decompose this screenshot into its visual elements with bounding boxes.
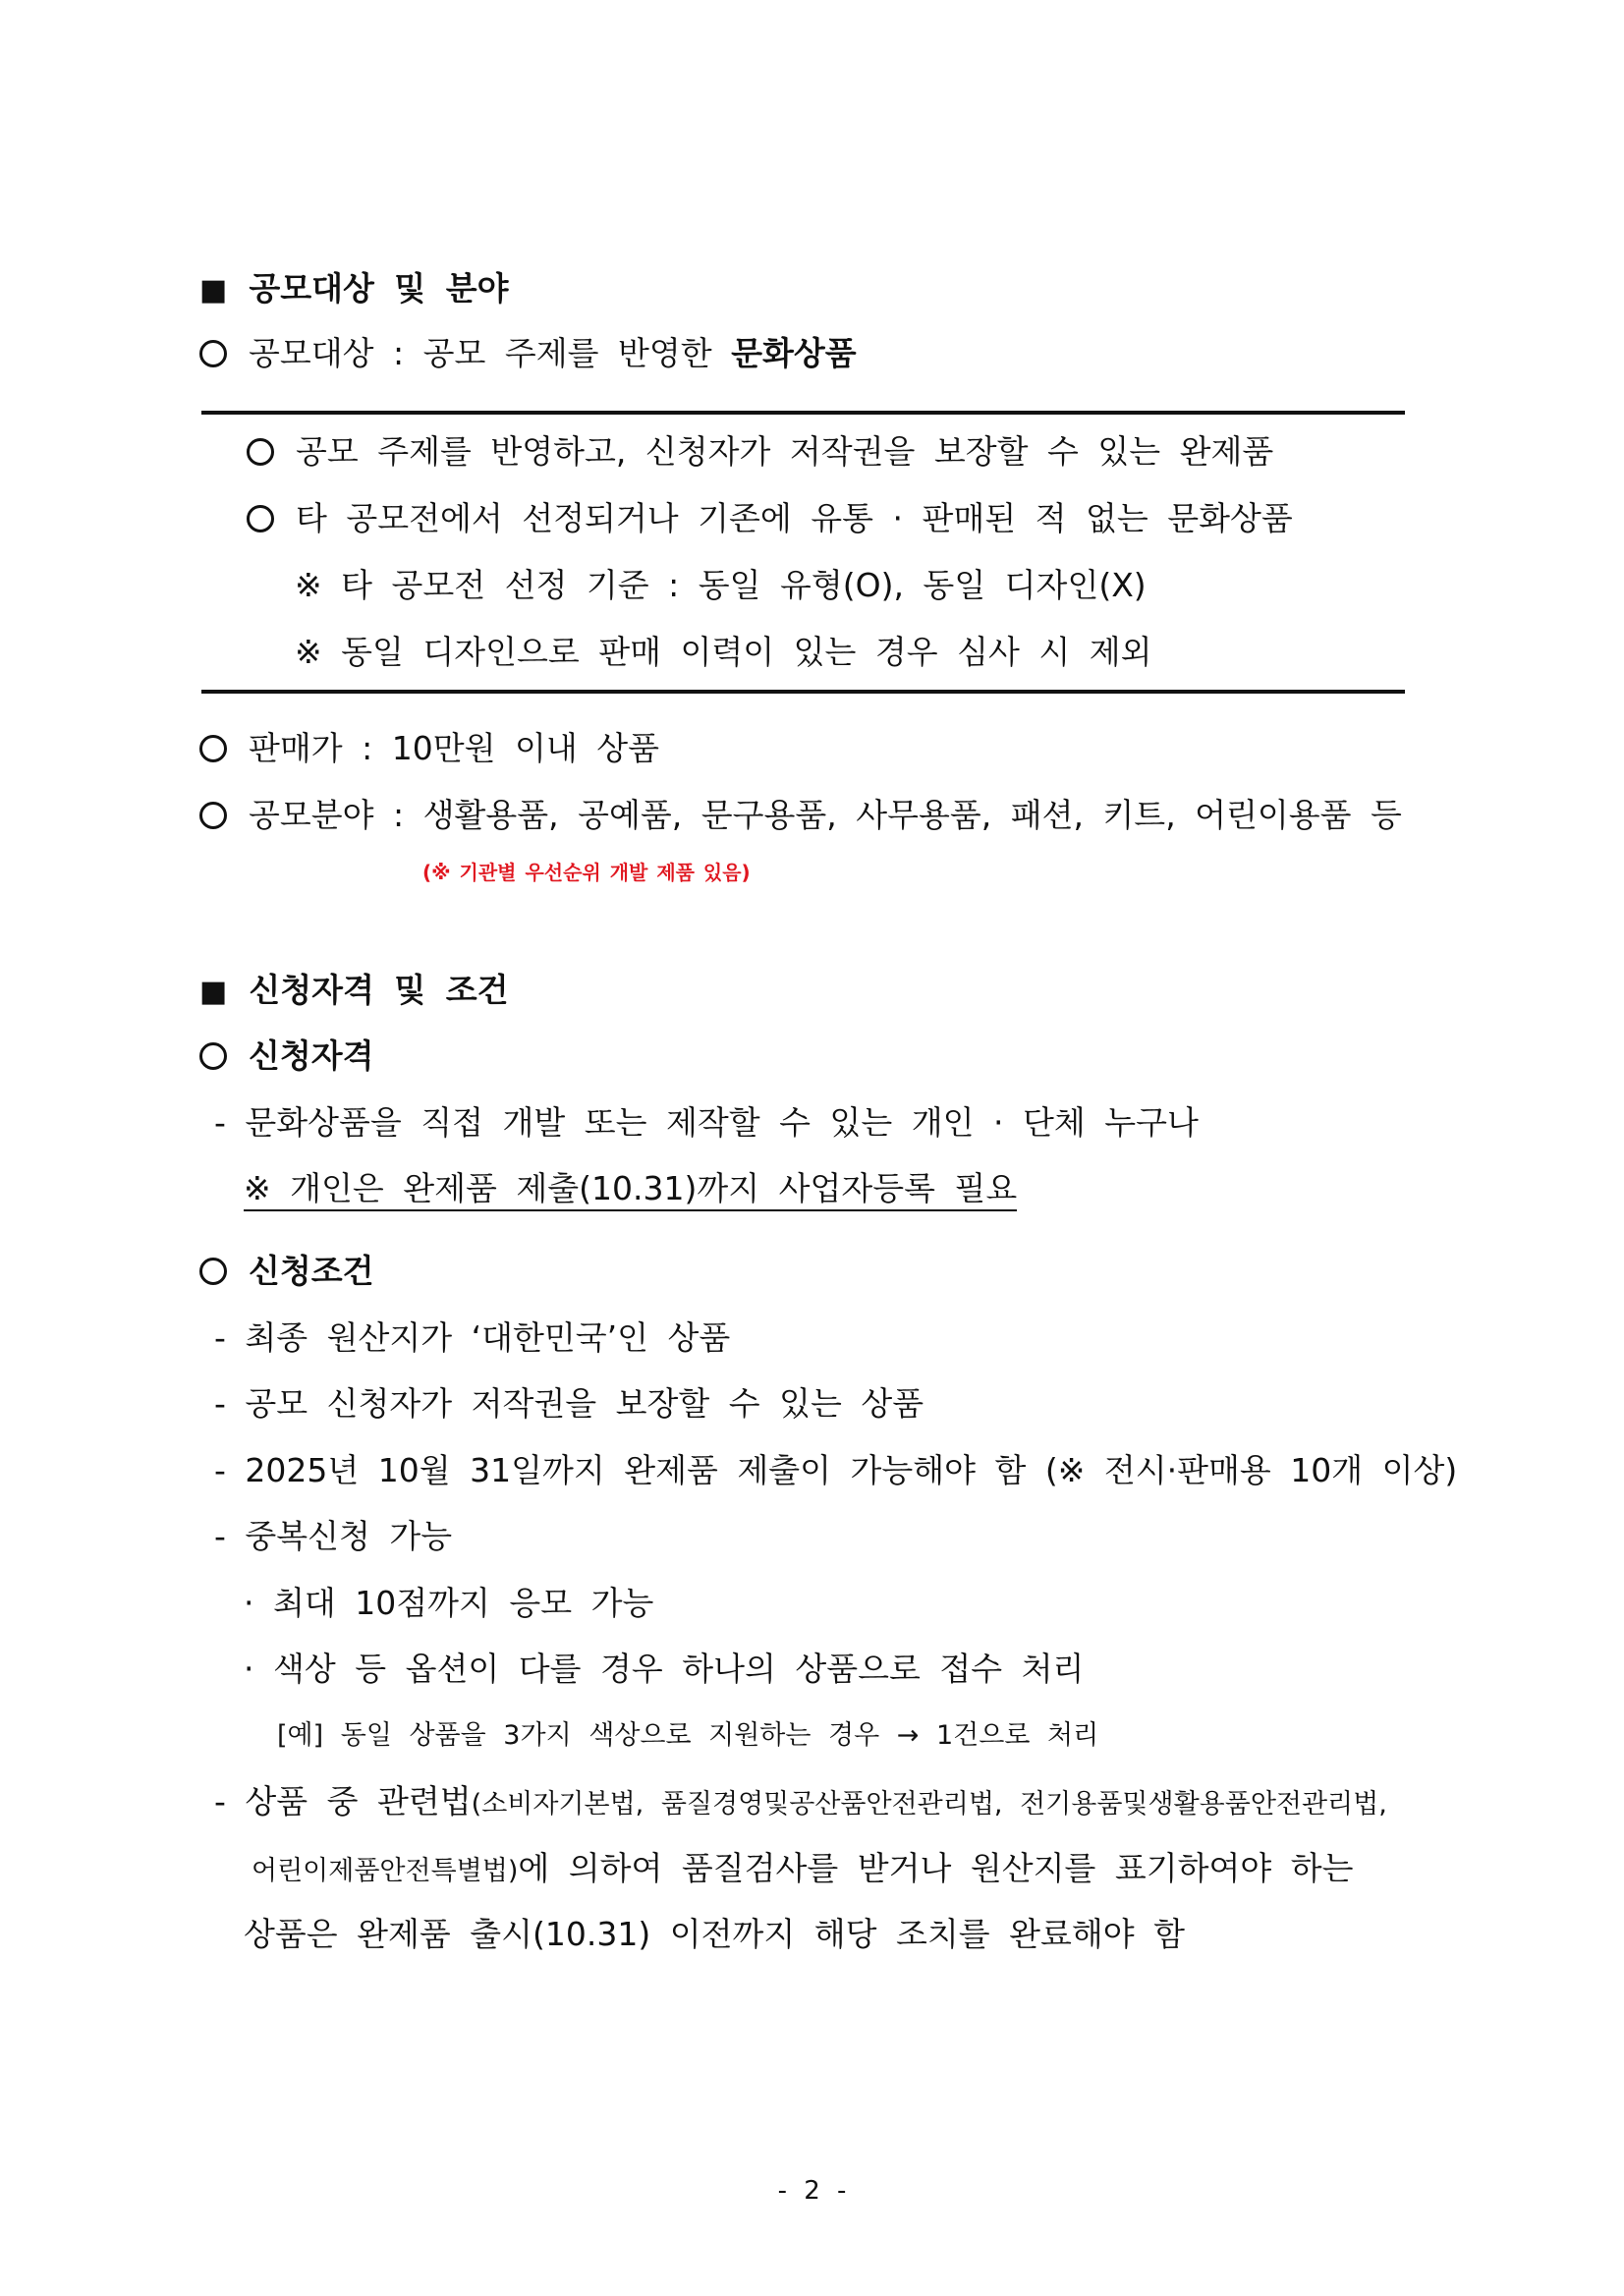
target-highlight: 문화상품	[731, 334, 857, 372]
qualification-item: - 문화상품을 직접 개발 또는 제작할 수 있는 개인 · 단체 누구나	[214, 1103, 1199, 1142]
conditions-heading: 신청조건	[199, 1250, 374, 1293]
condition-1: - 최종 원산지가 ‘대한민국’인 상품	[214, 1318, 731, 1357]
circle-bullet-icon	[199, 802, 227, 829]
condition-3: - 2025년 10월 31일까지 완제품 제출이 가능해야 함 (※ 전시·판매용 10개 이상)	[214, 1451, 1458, 1489]
section-heading-contest-target: ■ 공모대상 및 분야	[199, 269, 509, 308]
condition-4: - 중복신청 가능	[214, 1517, 453, 1555]
condition-5-line-3: 상품은 완제품 출시(10.31) 이전까지 해당 조치를 완료해야 함	[244, 1915, 1185, 1953]
box-bottom-rule	[201, 690, 1405, 694]
condition-5-line-1: - 상품 중 관련법(소비자기본법, 품질경영및공산품안전관리법, 전기용품및생활용품안전관리법,	[214, 1782, 1387, 1820]
condition-4-sub-2: · 색상 등 옵션이 다를 경우 하나의 상품으로 접수 처리	[244, 1650, 1085, 1688]
section-heading-eligibility: ■ 신청자격 및 조건	[199, 971, 509, 1009]
qualification-note: ※ 개인은 완제품 제출(10.31)까지 사업자등록 필요	[244, 1167, 1017, 1210]
fields-line: 공모분야 : 생활용품, 공예품, 문구용품, 사무용품, 패션, 키트, 어린이용품 등	[199, 794, 1402, 837]
fields-priority-note: (※ 기관별 우선순위 개발 제품 있음)	[422, 861, 751, 884]
condition-2: - 공모 신청자가 저작권을 보장할 수 있는 상품	[214, 1384, 924, 1423]
price-line: 판매가 : 10만원 이내 상품	[199, 727, 659, 770]
circle-bullet-icon	[199, 735, 227, 762]
box-note-2: ※ 동일 디자인으로 판매 이력이 있는 경우 심사 시 제외	[295, 633, 1152, 671]
page-number: - 2 -	[777, 2176, 847, 2206]
box-note-1: ※ 타 공모전 선정 기준 : 동일 유형(O), 동일 디자인(X)	[295, 566, 1147, 604]
box-top-rule	[201, 411, 1405, 415]
condition-4-sub-1: · 최대 10점까지 응모 가능	[244, 1584, 654, 1622]
box-item-1: 공모 주제를 반영하고, 신청자가 저작권을 보장할 수 있는 완제품	[247, 430, 1273, 474]
box-item-2: 타 공모전에서 선정되거나 기존에 유통 · 판매된 적 없는 문화상품	[247, 497, 1293, 540]
black-square-bullet-icon: ■	[199, 273, 228, 308]
qualification-heading: 신청자격	[199, 1035, 374, 1078]
condition-5-line-2: 어린이제품안전특별법)에 의하여 품질검사를 받거나 원산지를 표기하여야 하는	[252, 1849, 1354, 1887]
contest-target-line: 공모대상 : 공모 주제를 반영한 문화상품	[199, 332, 857, 375]
black-square-bullet-icon: ■	[199, 975, 228, 1009]
condition-4-example: [예] 동일 상품을 3가지 색상으로 지원하는 경우 → 1건으로 처리	[277, 1720, 1099, 1751]
circle-bullet-icon	[199, 1258, 227, 1285]
circle-bullet-icon	[247, 505, 274, 532]
circle-bullet-icon	[199, 340, 227, 367]
circle-bullet-icon	[199, 1042, 227, 1070]
circle-bullet-icon	[247, 438, 274, 466]
